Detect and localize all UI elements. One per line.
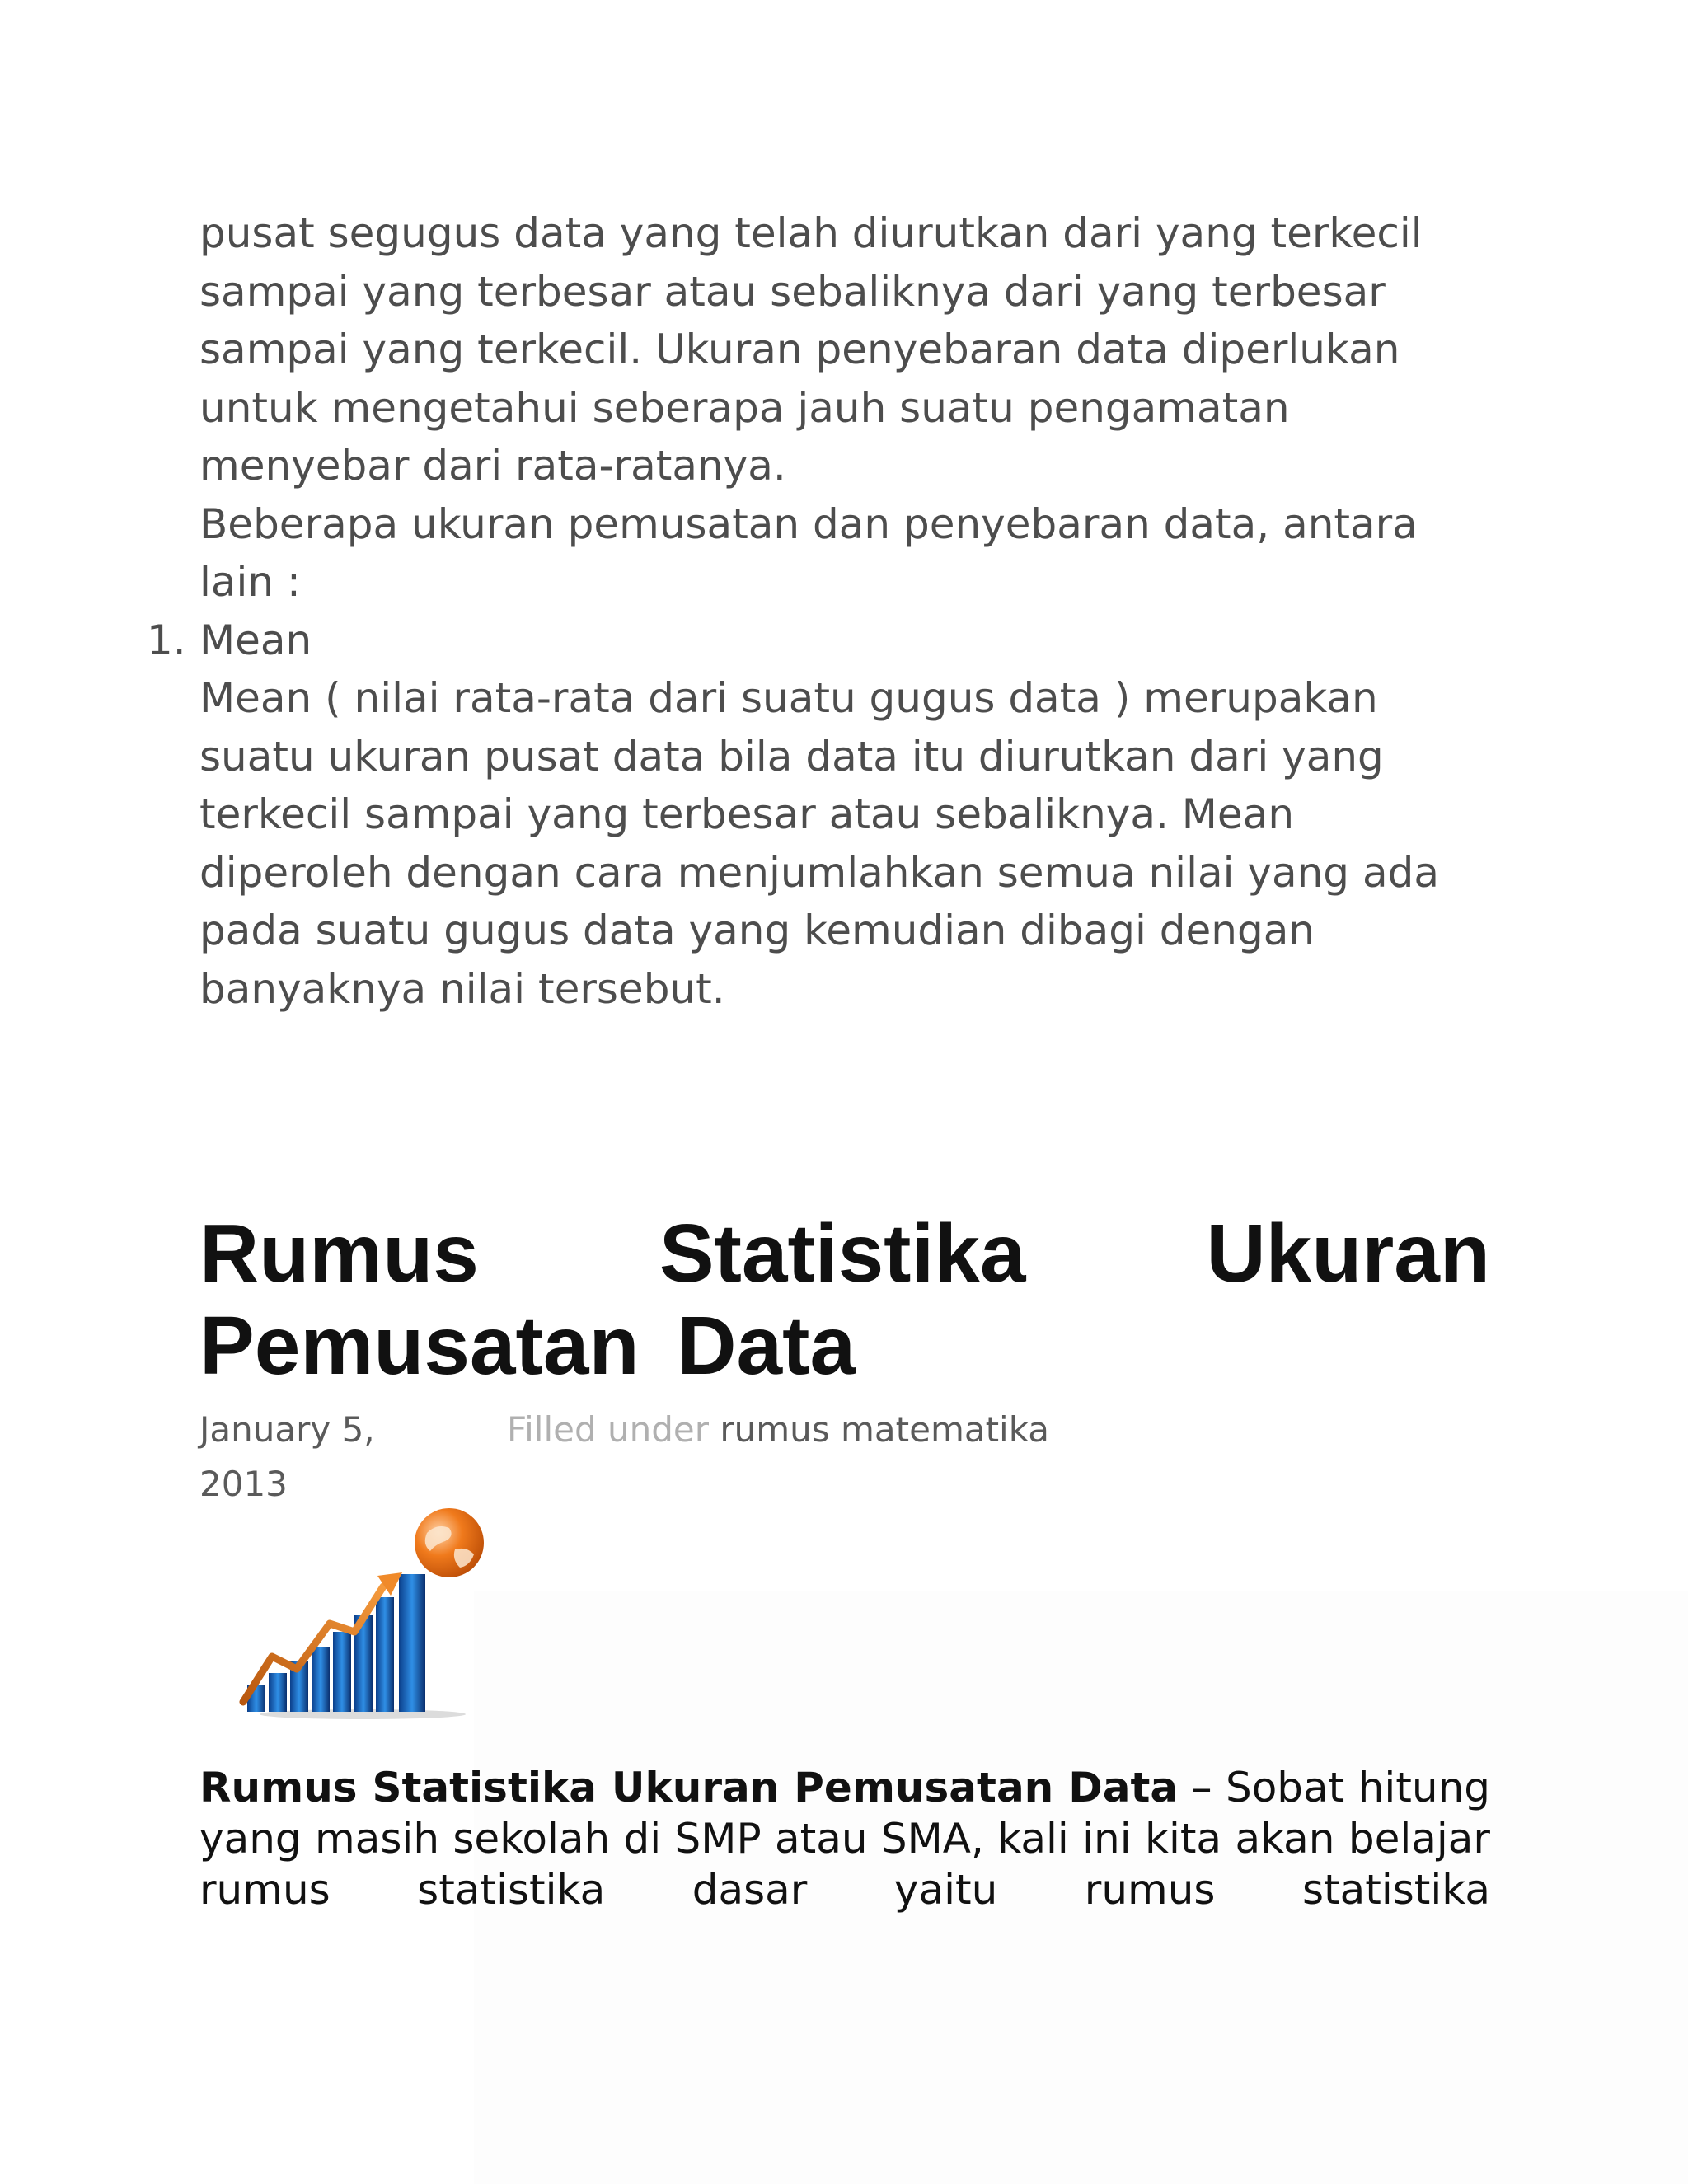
globe: [415, 1508, 484, 1577]
list-item-text: Mean ( nilai rata-rata dari suatu gugus data ) merupakan suatu ukuran pusat data bila data itu diurutkan dari yang terkecil sampai yang terbesar atau sebaliknya. Mean diperoleh dengan cara menjumlahkan semua nilai yang ada pada suatu gugus data yang kemudian dibagi dengan banyaknya nilai tersebut.: [199, 674, 1439, 1013]
post-date-line: January 5,: [199, 1409, 375, 1450]
post-date: [199, 1403, 414, 1511]
post-category: [507, 1403, 1049, 1457]
chart-bar: [333, 1632, 351, 1712]
category-link[interactable]: rumus matematika: [720, 1409, 1050, 1450]
post-date-line: 2013: [199, 1464, 288, 1504]
intro-bold-title: Rumus Statistika Ukuran Pemusatan Data: [199, 1764, 1179, 1811]
bar-chart-globe-icon: [239, 1508, 495, 1722]
list-number: 1.: [147, 616, 186, 664]
numbered-list: [147, 612, 1490, 1019]
article-body: [147, 204, 1490, 1018]
chart-bar: [269, 1673, 287, 1712]
intro-paragraph: [199, 1762, 1490, 1915]
post-title[interactable]: Rumus Statistika Ukuran Pemusatan Data: [199, 1207, 1490, 1392]
chart-bar: [312, 1647, 330, 1712]
intro-text: – Sobat hitung yang masih sekolah di SMP atau SMA, kali ini kita akan belajar rumus statistika dasar yaitu rumus statistika: [199, 1764, 1490, 1914]
chart-bar: [376, 1597, 394, 1712]
body-paragraph: Beberapa ukuran pemusatan dan penyebaran data, antara lain :: [199, 499, 1418, 606]
list-item-title: Mean: [199, 616, 312, 664]
body-paragraph: pusat segugus data yang telah diurutkan dari yang terkecil sampai yang terbesar atau sebaliknya dari yang terbesar sampai yang terkecil. Ukuran penyebaran data diperlukan untuk mengetahui seberapa jauh suatu pengamatan menyebar dari rata-ratanya.: [199, 209, 1423, 490]
chart-bar: [399, 1574, 425, 1712]
filed-under-label: Filled under: [507, 1409, 709, 1450]
